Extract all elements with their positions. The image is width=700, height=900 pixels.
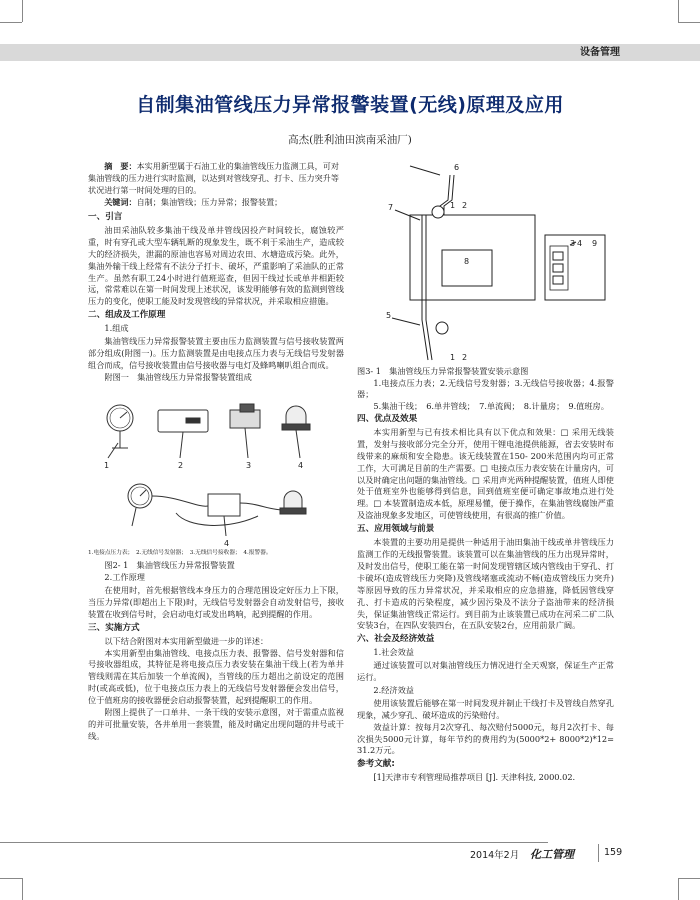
paragraph: 通过该装置可以对集油管线压力情况进行全天观察，保证生产正常运行。 [357, 660, 614, 683]
fig1-label: 4 [224, 538, 230, 548]
footer-journal: 化工管理 [530, 848, 574, 861]
abstract [88, 160, 344, 208]
figure1-diagram [88, 388, 344, 548]
paragraph: 本实用新型与已有技术相比具有以下优点和效果：□ 采用无线装置，发射与接收部分完全分开，使用干锂电池提供能源，省去安装时布线带来的麻烦和安全隐患。该无线装置在150- 200米范围内均可正常工作，大可满足目前的生产需要。□ 电接点压力表安装在计量房内，可以及时确定出问题的集油管线。□ 采用声光两种提醒装置，值班人即使处于值班室外也能够得到信息，回到值班室便可确定事故地点进行处理。□ 本装置制造成本低，原理易懂，便于操作，在集油管线腐蚀严重及盗油现象多发地区，可使管线使用，有很高的推广价值。 [357, 426, 614, 521]
fig2-label: 1 [450, 201, 456, 210]
fig2-label: 2 [462, 353, 468, 362]
section-heading: 五、应用领域与前景 [357, 524, 435, 535]
figure1-legend: 1.电接点压力表； 2.无线信号发射器； 3.无线信号接收器； 4.报警器。 [88, 549, 272, 556]
fig2-label: 9 [592, 239, 598, 248]
paragraph: 附图上提供了一口单井、一条干线的安装示意图，对于需重点监视的并可批量安装，各井单用一套装置，能及时确定出现问题的井号或干线。 [88, 707, 344, 741]
fig2-label: 8 [464, 257, 470, 266]
fig2-label: 4 [577, 239, 583, 248]
fig1-label: 3 [246, 460, 252, 470]
fig2-label: 5 [386, 311, 392, 320]
figure2-diagram [380, 160, 610, 365]
right-column [357, 366, 614, 784]
article-title: 自制集油管线压力异常报警装置(无线)原理及应用 [136, 94, 564, 116]
figure1-caption: 图2- 1 集油管线压力异常报警装置 [104, 559, 235, 570]
left-column [88, 210, 344, 743]
section-heading: 一、引言 [88, 212, 123, 222]
reference-item: [1]天津市专利管理局推荐项目 [J]. 天津科技, 2000.02. [373, 772, 576, 783]
fig1-label: 1 [104, 460, 110, 470]
references-heading: 参考文献: [357, 759, 395, 770]
paragraph: 本装置的主要功用是提供一种适用于油田集油干线或单井管线压力监测工作的无线报警装置。该装置可以在集油管线的压力出现异常时，及时发出信号，使职工能在第一时间发现管辖区域内管线由于穿孔、打卡破坏(造成管线压力突降)及管线堵塞或流动不畅(造成管线压力突升)等原因导致的压力异常状况，并采取相应的应急措施，降低因管线穿孔、打卡造成的污染程度，减少因污染及不法分子盗油带来的经济损失，保证集油管线正常运行。到目前为止该装置已成功在河采二矿二队安装3台，在四队安装四台，在五队安装2台，应用前景广阔。 [357, 537, 614, 631]
keywords-text: 自制；集油管线；压力异常；报警装置； [136, 197, 283, 207]
section-heading: 六、社会及经济效益 [357, 634, 435, 645]
section-heading: 四、优点及效果 [357, 414, 418, 424]
figure2-caption: 图3- 1 集油管线压力异常报警装置安装示意图 [357, 366, 529, 376]
subsection-heading: 2.经济效益 [373, 684, 414, 695]
fig2-label: 7 [388, 203, 394, 212]
figure2-legend: 1.电接点压力表；2.无线信号发射器；3.无线信号接收器；4.报警器； [357, 377, 614, 399]
footer-date: 2014年2月 [470, 850, 520, 861]
fig1-label: 2 [178, 460, 184, 470]
fig2-label: 3 [570, 239, 576, 248]
alarm-lamp-icon [286, 406, 306, 424]
paragraph: 油田采油队较多集油干线及单井管线因投产时间较长，腐蚀较严重，时有穿孔或大型车辆轧断的现象发生，既不利于采油生产，造成较大的经济损失，泄漏的原油也容易对周边农田、水塘造成污染。此外，集油外输干线上经常有不法分子打卡、破坏，严重影响了采油队的正常生产。虽然有职工24小时进行值班巡查，但因干线过长或单井相距较远，常常难以在第一时间发现上述状况，该发明能够有效的监测到管线压力的变化，使职工能及时发现管线的异常状况，并采取相应措施。 [88, 224, 344, 307]
subsection-heading: 1.组成 [104, 323, 129, 334]
paragraph: 使用该装置后能够在第一时间发现并制止干线打卡及管线自然穿孔现象，减少穿孔、破坏造成的污染赔付。 [357, 697, 614, 720]
subsection-heading: 2.工作原理 [104, 572, 145, 583]
transmitter-box-icon [208, 494, 240, 516]
pressure-gauge-icon [107, 405, 133, 431]
paragraph: 以下结合附图对本实用新型做进一步的详述： [104, 635, 269, 646]
paragraph: 本实用新型由集油管线、电接点压力表、报警器、信号发射器和信号接收器组成，其特征是将电接点压力表安装在集油干线上(若为单井管线则需在其后加装一个单流阀)，当管线的压力超出之前设定的范围时(或高或低)，位于电接点压力表上的无线信号发射器便会发出信号，位于值班房的接收器便会启动报警装置，起到提醒职工的作用。 [88, 647, 344, 706]
section-heading: 二、组成及工作原理 [88, 310, 166, 321]
metering-room [410, 215, 535, 300]
section-heading: 三、实施方式 [88, 622, 140, 633]
paragraph: 在使用时，首先根据管线本身压力的合理范围设定好压力上下限，当压力异常(即超出上下限)时，无线信号发射器会自动发射信号，接收装置在收到信号时，会启动电灯或发出鸣响，起到提醒的作用。 [88, 585, 344, 619]
fig2-label: 6 [454, 163, 460, 172]
fig2-label: 1 [450, 353, 456, 362]
figure2-legend: 5.集油干线； 6.单井管线； 7.单流阀； 8.计量房； 9.值班房。 [373, 400, 609, 411]
fig1-label: 4 [298, 460, 304, 470]
receiver-icon [230, 410, 260, 428]
keywords-label: 关键词： [104, 197, 137, 207]
paragraph: 效益计算：按每月2次穿孔、每次赔付5000元，每月2次打卡、每次损失5000元计算，每年节约的费用约为(5000*2+ 8000*2)*12= 31.2万元。 [357, 721, 614, 756]
fig2-label: 2 [462, 201, 468, 210]
section-tag: 设备管理 [580, 47, 620, 58]
footer-page-number: 159 [604, 847, 623, 858]
article-author: 高杰(胜利油田滨南采油厂) [288, 134, 412, 146]
figure1-intro: 附图一 集油管线压力异常报警装置组成 [104, 371, 252, 382]
subsection-heading: 1.社会效益 [373, 647, 414, 658]
abstract-text: 本实用新型属于石油工业的集油管线压力监测工具，可对集油管线的压力进行实时监测，以达到对管线穿孔、打卡、压力突升等状况进行第一时间处理的目的。 [88, 161, 339, 195]
paragraph: 集油管线压力异常报警装置主要由压力监测装置与信号接收装置两部分组成(附图一)。压力监测装置是由电接点压力表与无线信号发射器组合而成，信号接收装置由信号接收器与电灯及蜂鸣喇叭组合而成。 [88, 336, 344, 370]
abstract-label: 摘 要： [104, 161, 137, 171]
